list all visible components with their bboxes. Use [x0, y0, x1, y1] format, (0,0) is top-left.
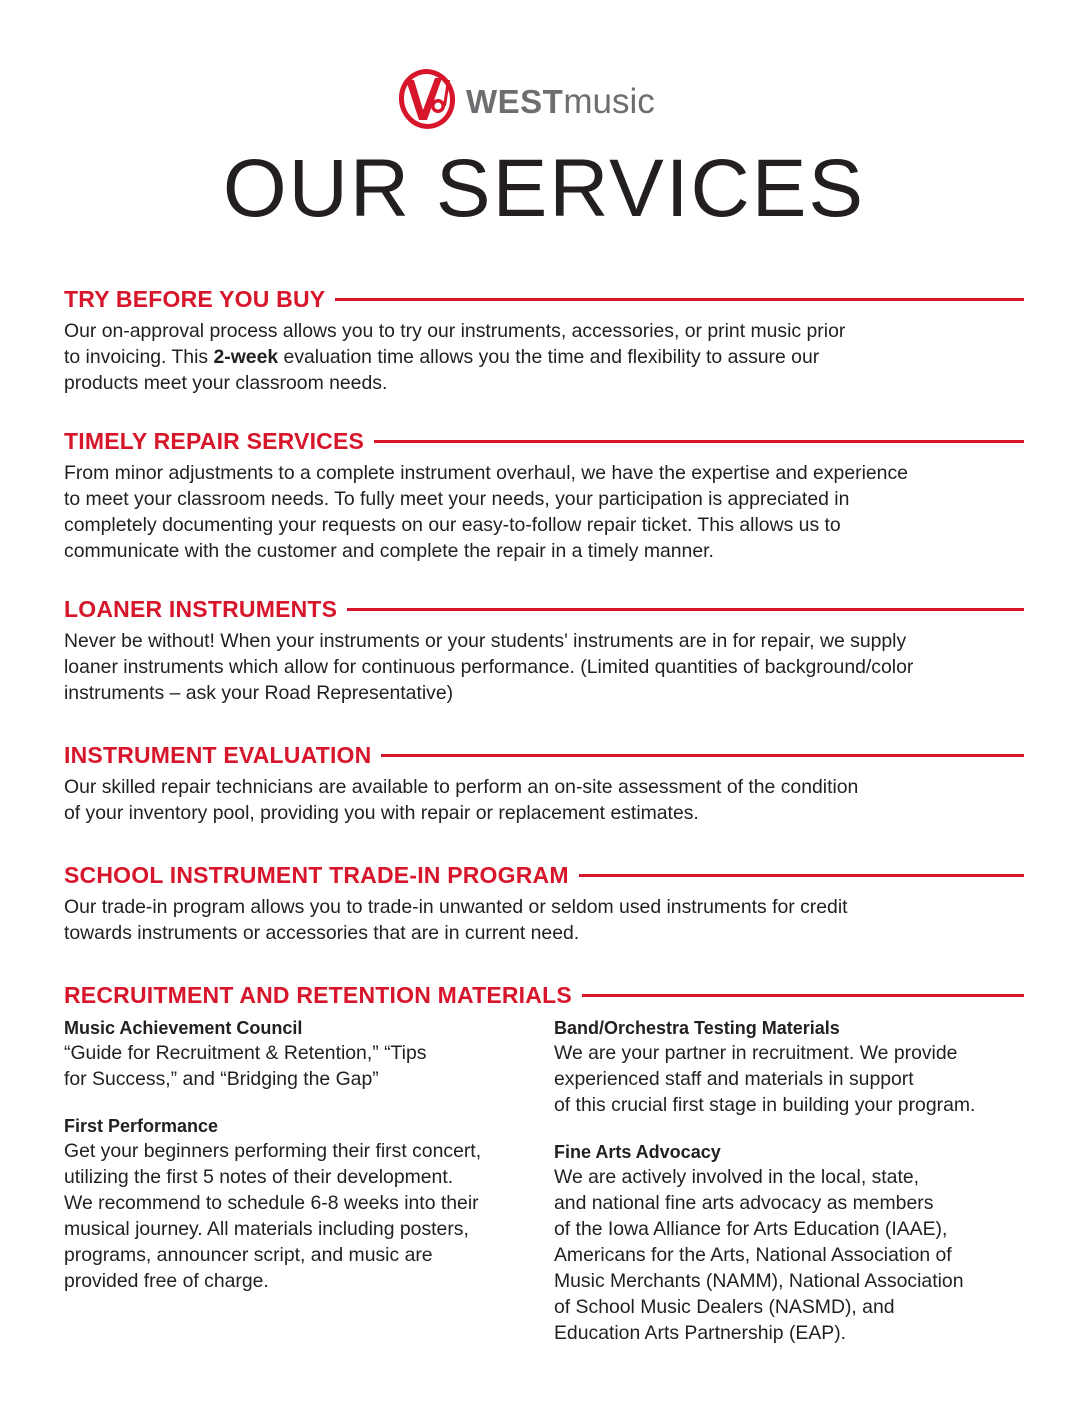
body-line: programs, announcer script, and music are — [64, 1244, 433, 1266]
body-line: completely documenting your requests on our easy-to-follow repair ticket. This allows us to — [64, 514, 841, 536]
logo-wordmark — [466, 82, 655, 122]
section-trade-in-program — [64, 860, 1024, 946]
body-line: of your inventory pool, providing you with repair or replacement estimates. — [64, 802, 699, 824]
body-line: provided free of charge. — [64, 1270, 269, 1292]
section-timely-repair-services — [64, 426, 1024, 564]
section-heading: SCHOOL INSTRUMENT TRADE-IN PROGRAM — [64, 861, 569, 888]
subsection-title: Fine Arts Advocacy — [554, 1142, 721, 1162]
body-line: of this crucial first stage in building your program. — [554, 1094, 976, 1116]
body-line: of the Iowa Alliance for Arts Education (IAAE), — [554, 1218, 948, 1240]
body-line: We are actively involved in the local, state, — [554, 1166, 920, 1188]
section-body — [64, 460, 1024, 564]
logo-music: music — [563, 82, 655, 121]
body-line: experienced staff and materials in support — [554, 1068, 914, 1090]
heading-rule — [374, 440, 1024, 443]
west-music-emblem-icon — [394, 66, 460, 132]
body-line: Never be without! When your instruments or your students' instruments are in for repair, we supply — [64, 630, 907, 652]
section-heading: INSTRUMENT EVALUATION — [64, 741, 372, 768]
section-loaner-instruments — [64, 594, 1024, 706]
body-line: loaner instruments which allow for continuous performance. (Limited quantities of background/color — [64, 656, 914, 678]
heading-rule — [582, 994, 1024, 997]
section-body — [64, 318, 1024, 396]
body-line: and national fine arts advocacy as members — [554, 1192, 934, 1214]
emphasis-2-week: 2-week — [213, 346, 279, 368]
heading-rule — [335, 298, 1024, 301]
recruitment-left-column — [64, 1016, 544, 1294]
body-line: musical journey. All materials including posters, — [64, 1218, 469, 1240]
body-line: Music Merchants (NAMM), National Association — [554, 1270, 964, 1292]
section-body — [64, 774, 1024, 826]
heading-rule — [347, 608, 1024, 611]
body-line: utilizing the first 5 notes of their development. — [64, 1166, 454, 1188]
heading-rule — [579, 874, 1024, 877]
body-line: “Guide for Recruitment & Retention,” “Tips — [64, 1042, 427, 1064]
subsection-title: Music Achievement Council — [64, 1018, 303, 1038]
body-line: towards instruments or accessories that are in current need. — [64, 922, 580, 944]
body-line: Americans for the Arts, National Association of — [554, 1244, 952, 1266]
logo-west: WEST — [466, 83, 564, 120]
section-instrument-evaluation — [64, 740, 1024, 826]
recruitment-right-column — [554, 1016, 1034, 1346]
heading-rule — [381, 754, 1024, 757]
subsection-title: First Performance — [64, 1116, 219, 1136]
subsection-title: Band/Orchestra Testing Materials — [554, 1018, 840, 1038]
body-line: We are your partner in recruitment. We provide — [554, 1042, 958, 1064]
section-body — [64, 894, 1024, 946]
body-line: Our on-approval process allows you to try our instruments, accessories, or print music prior — [64, 320, 846, 342]
body-line: to meet your classroom needs. To fully meet your needs, your participation is appreciated in — [64, 488, 850, 510]
body-line: Our trade-in program allows you to trade-in unwanted or seldom used instruments for credit — [64, 896, 848, 918]
body-line: products meet your classroom needs. — [64, 372, 388, 394]
body-line: Education Arts Partnership (EAP). — [554, 1322, 847, 1344]
body-line: From minor adjustments to a complete instrument overhaul, we have the expertise and experience — [64, 462, 908, 484]
section-recruitment-retention — [64, 980, 1024, 1010]
section-body — [64, 628, 1024, 706]
body-line: We recommend to schedule 6-8 weeks into their — [64, 1192, 479, 1214]
body-line: Get your beginners performing their first concert, — [64, 1140, 482, 1162]
section-heading: LOANER INSTRUMENTS — [64, 595, 338, 622]
body-line: instruments – ask your Road Representative) — [64, 682, 454, 704]
section-heading: TRY BEFORE YOU BUY — [64, 285, 326, 312]
body-line: Our skilled repair technicians are available to perform an on-site assessment of the condition — [64, 776, 859, 798]
body-line: of School Music Dealers (NASMD), and — [554, 1296, 895, 1318]
section-try-before-you-buy — [64, 284, 1024, 396]
body-line: to invoicing. This 2-week evaluation time allows you the time and flexibility to assure our — [64, 346, 820, 368]
section-heading: TIMELY REPAIR SERVICES — [64, 427, 365, 454]
body-line: communicate with the customer and complete the repair in a timely manner. — [64, 540, 714, 562]
section-heading: RECRUITMENT AND RETENTION MATERIALS — [64, 981, 572, 1008]
west-music-logo — [394, 66, 655, 132]
page-title: OUR SERVICES — [222, 143, 866, 234]
body-line: for Success,” and “Bridging the Gap” — [64, 1068, 379, 1090]
